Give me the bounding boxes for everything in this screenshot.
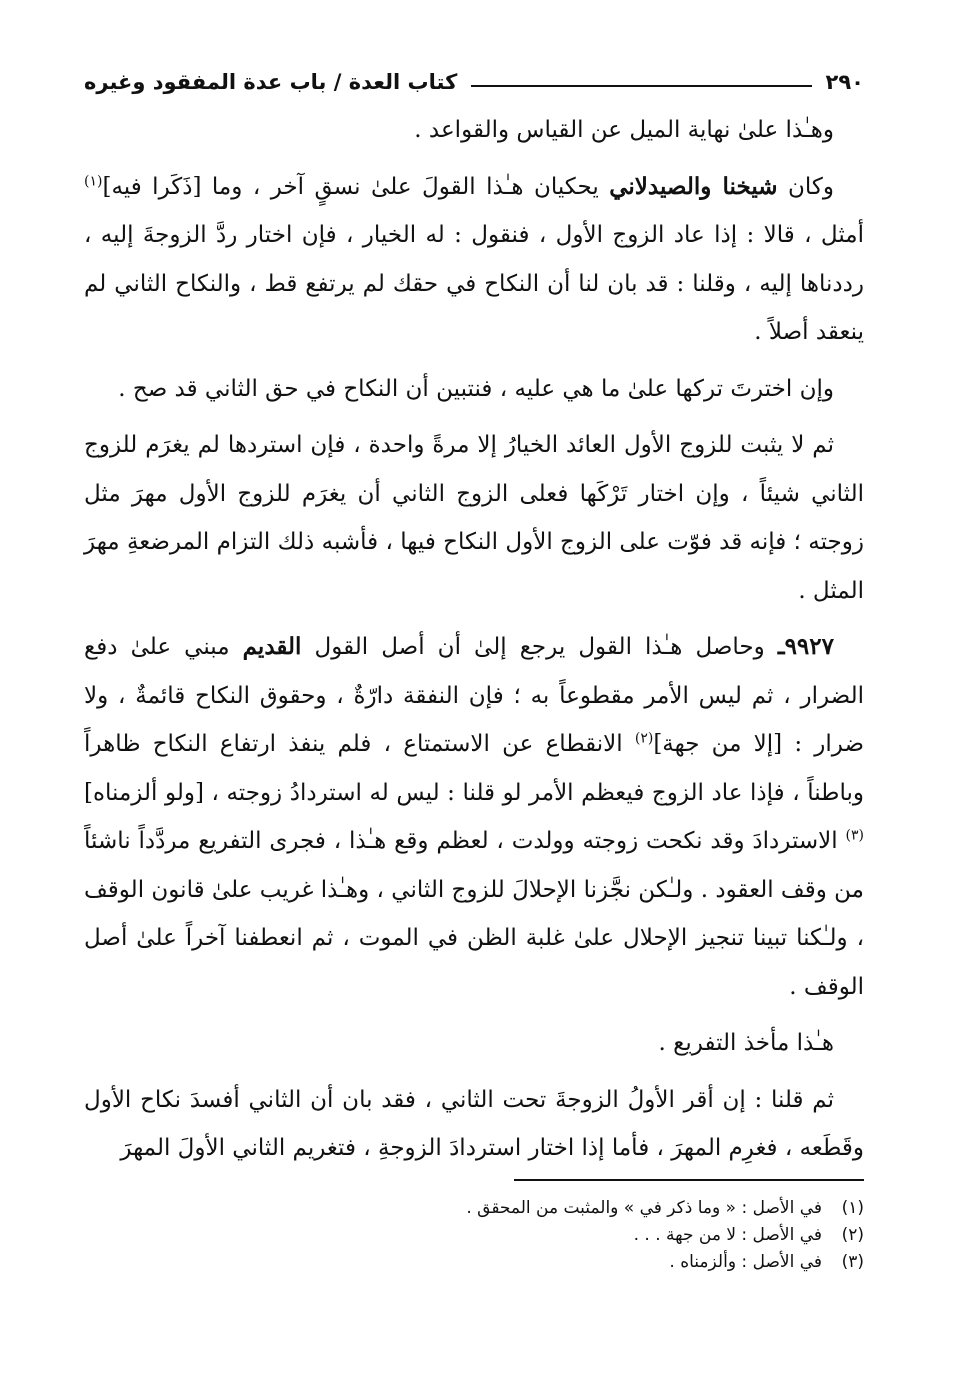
p2-bold-names: شيخنا والصيدلاني <box>609 172 778 200</box>
p2-part-c: أمثل ، قالا : إذا عاد الزوج الأول ، فنقول : له الخيار ، فإن اختار ردَّ الزوجةَ إليه ، رددناها إليه ، وقلنا : قد بان لنا أن النكاح في حقك لم يرتفع قط ، والنكاح الثاني لم ينعقد أصلاً . <box>84 222 864 345</box>
header-title: كتاب العدة / باب عدة المفقود وغيره <box>84 70 458 94</box>
paragraph-5 <box>84 623 864 1011</box>
p2-part-a: وكان <box>777 173 834 200</box>
paragraph-2 <box>84 163 864 357</box>
footnote-separator <box>514 1179 864 1181</box>
p5-part-b: مبني علىٰ دفع الضرار ، ثم ليس الأمر مقطوعاً به ؛ فإن النفقة دارّةٌ ، وحقوق النكاح قائمةٌ ، ولا ضرار : [إلا من جهة] <box>84 634 864 757</box>
p5-part-a: وحاصل هـٰذا القول يرجع إلىٰ أن أصل القول <box>301 634 778 660</box>
p5-bold-term: القديم <box>242 633 302 660</box>
footnote-number: (١) <box>841 1197 864 1218</box>
footnote-item <box>84 1195 864 1222</box>
paragraph-4: ثم لا يثبت للزوج الأول العائد الخيارُ إلا مرةً واحدة ، فإن استردها لم يغرَم للزوج الثاني شيئاً ، وإن اختار تَرْكَها فعلى الزوج الثاني أن يغرَم للزوج الأول مهرَ مثل زوجته ؛ فإنه قد فوّت على الزوج الأول النكاح فيها ، فأشبه ذلك التزام المرضعةِ مهرَ المثل . <box>84 432 864 604</box>
paragraph-7: ثم قلنا : إن أقر الأولُ الزوجةَ تحت الثاني ، فقد بان أن الثاني أفسدَ نكاح الأول وقَطَعه ، فغرِم المهرَ ، فأما إذا اختار استردادَ الزوجةِ ، فتغريم الثاني الأولَ المهرَ <box>84 1086 864 1161</box>
issue-number: ٩٩٢٧ـ <box>777 633 834 660</box>
paragraph-3: وإن اخترتَ تركها علىٰ ما هي عليه ، فنتبين أن النكاح في حق الثاني قد صح . <box>118 375 834 402</box>
footnote-text: في الأصل : وألزمناه . <box>669 1251 822 1272</box>
running-header <box>84 58 864 106</box>
paragraph-6: هـٰذا مأخذ التفريع . <box>658 1030 834 1056</box>
footnote-text: في الأصل : لا من جهة . . . <box>633 1224 822 1245</box>
footnote-ref-1: (١) <box>84 172 103 189</box>
header-rule <box>471 85 811 87</box>
footnote-ref-3: (٣) <box>845 827 864 844</box>
footnote-ref-2: (٢) <box>634 730 654 747</box>
footnotes <box>84 1195 864 1276</box>
footnote-item <box>84 1222 864 1249</box>
footnote-text: في الأصل : « وما ذكر في » والمثبت من المحقق . <box>466 1197 822 1218</box>
paragraph-1: وهـٰذا علىٰ نهاية الميل عن القياس والقواعد . <box>414 117 834 143</box>
page-number: ٢٩٠ <box>825 70 864 94</box>
p5-part-d: الاستردادَ وقد نكحت زوجته وولدت ، لعظم وقع هـٰذا ، فجرى التفريع مردَّداً ناشئاً من وقف العقود . ولـٰكن نجَّزنا الإحلالَ للزوج الثاني ، وهـٰذا غريب علىٰ قانون الوقف ، ولـٰكنا تبينا تنجيز الإحلال علىٰ غلبة الظن في الموت ، ثم انعطفنا آخراً علىٰ أصل الوقف . <box>84 828 864 1000</box>
footnote-number: (٣) <box>841 1251 864 1272</box>
main-text <box>84 106 864 1173</box>
footnote-number: (٢) <box>841 1224 864 1245</box>
book-page <box>84 58 864 1276</box>
p2-part-b: يحكيان هـٰذا القولَ علىٰ نسقٍ آخر ، وما [ذَكَرا فيه] <box>102 173 610 200</box>
footnote-item <box>84 1249 864 1276</box>
p5-part-c: الانقطاع عن الاستمتاع ، فلم ينفذ ارتفاع النكاح ظاهراً وباطناً ، فإذا عاد الزوج فيعظم الأمر لو قلنا : ليس له استردادُ زوجته ، [ولو ألزمناه] <box>84 731 864 806</box>
